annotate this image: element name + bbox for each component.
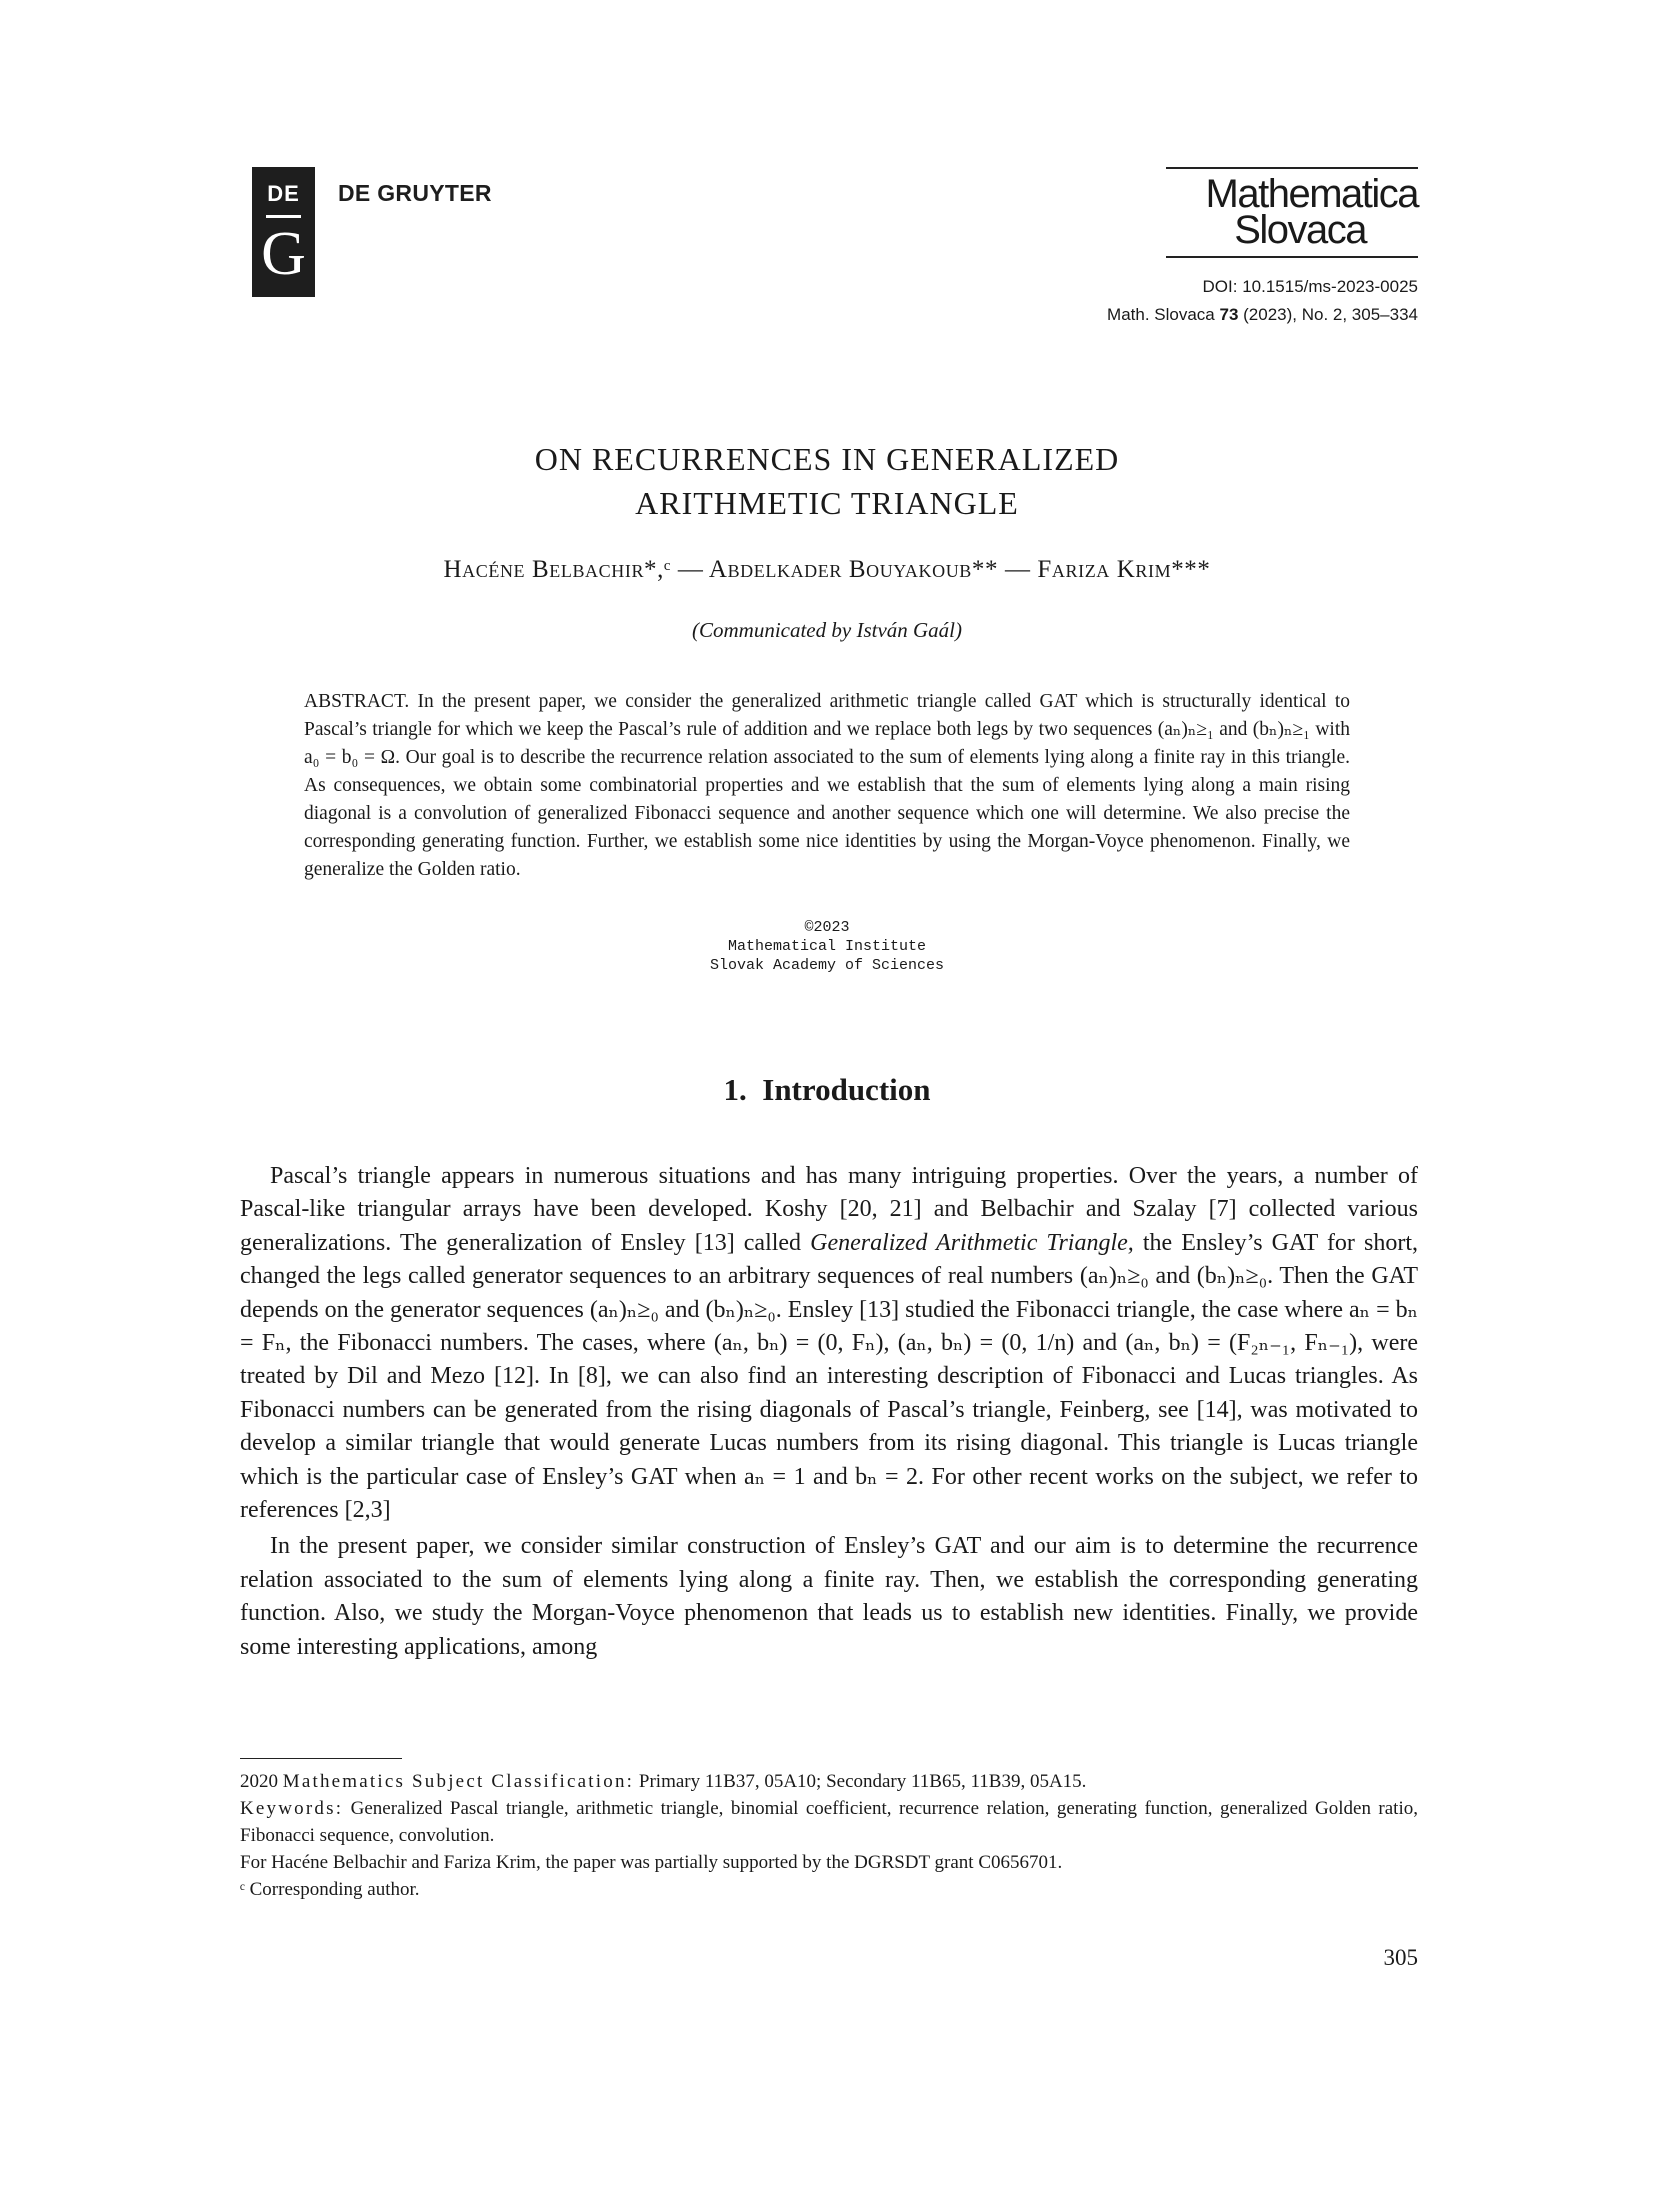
- page-number: 305: [1383, 1945, 1418, 1970]
- abstract: [304, 688, 1350, 884]
- footnote-msc: 2020 Mathematics Subject Classification: Primary 11B37, 05A10; Secondary 11B65, 11B39, 05A15.: [240, 1771, 1087, 1792]
- msc-label: Mathematics Subject Classification:: [282, 1771, 635, 1792]
- paper-title-line1: ON RECURRENCES IN GENERALIZED: [534, 441, 1120, 477]
- logo-letter-g: G: [261, 220, 306, 288]
- citation-volume: 73: [1219, 305, 1239, 324]
- publisher-name: DE GRUYTER: [338, 180, 492, 206]
- footnotes: [240, 1768, 1418, 1903]
- msc-text: Primary 11B37, 05A10; Secondary 11B65, 11B39, 05A15.: [634, 1771, 1087, 1792]
- copyright-block: [0, 918, 1654, 975]
- abstract-label: ABSTRACT.: [304, 691, 410, 712]
- publisher-logo: [252, 167, 315, 297]
- copyright: ©2023: [804, 919, 850, 936]
- citation: [1107, 305, 1418, 325]
- paragraph1-part2: the Ensley’s GAT for short, changed the legs called generator sequences to an arbitrary sequences of real numbers (aₙ)ₙ≥₀ and (bₙ)ₙ≥₀. Then the GAT depends on the generator sequences (aₙ)ₙ≥₀ and (bₙ)ₙ≥₀. Ensley [13] studied the Fibonacci triangle, the case where aₙ = bₙ = Fₙ, the Fibonacci numbers. The cases, where (aₙ, bₙ) = (0, Fₙ), (aₙ, bₙ) = (0, 1/n) and (aₙ, bₙ) = (F₂ₙ₋₁, Fₙ₋₁), were treated by Dil and Mezo [12]. In [8], we can also find an interesting description of Fibonacci and Lucas triangles. As Fibonacci numbers can be generated from the rising diagonals of Pascal’s triangle, Feinberg, see [14], was motivated to develop a similar triangle that would generate Lucas numbers from its rising diagonal. This triangle is Lucas triangle which is the particular case of Ensley’s GAT when aₙ = 1 and bₙ = 2. For other recent works on the subject, we refer to references [2,3]: [240, 1229, 1418, 1524]
- paragraph1-italic: Generalized Arithmetic Triangle,: [810, 1229, 1134, 1256]
- logo-letters-de: DE: [267, 181, 300, 206]
- journal-logo-rule-bottom: [1166, 256, 1418, 258]
- section-title: Introduction: [762, 1072, 931, 1107]
- keywords-text: Generalized Pascal triangle, arithmetic triangle, binomial coefficient, recurrence relation, generating function, generalized Golden ratio, Fibonacci sequence, convolution.: [240, 1798, 1418, 1846]
- paragraph1-part1: Pascal’s triangle appears in numerous situations and has many intriguing properties. Over the years, a number of Pascal-like triangular arrays have been developed. Koshy [20, 21] and Belbachir and Szalay [7] collected various generalizations. The generalization of Ensley [13] called: [240, 1163, 1418, 1256]
- paragraph: In the present paper, we consider similar construction of Ensley’s GAT and our aim is to determine the recurrence relation associated to the sum of elements lying along a finite ray. Then, we establish the corresponding generating function. Also, we study the Morgan-Voyce phenomenon that leads us to establish new identities. Finally, we provide some interesting applications, among: [240, 1533, 1418, 1660]
- communicated-by: (Communicated by István Gaál): [691, 618, 963, 642]
- section-heading: [0, 1072, 1654, 1108]
- citation-suffix: (2023), No. 2, 305–334: [1238, 305, 1418, 324]
- section-number: 1.: [723, 1072, 747, 1107]
- footnote-corresponding: ᶜ Corresponding author.: [240, 1879, 420, 1900]
- footnote-grant: For Hacéne Belbachir and Fariza Krim, the paper was partially supported by the DGRSDT grant C0656701.: [240, 1852, 1063, 1873]
- paragraph: [240, 1160, 1418, 1527]
- paper-title-line2: ARITHMETIC TRIANGLE: [635, 485, 1019, 521]
- footnote-keywords: [240, 1795, 1418, 1849]
- doi: DOI: 10.1515/ms-2023-0025: [1202, 277, 1418, 296]
- footnote-rule: [240, 1758, 402, 1759]
- paper-title: [0, 437, 1654, 525]
- logo-divider: [266, 215, 301, 218]
- institute-line2: Slovak Academy of Sciences: [709, 957, 945, 974]
- institute-line1: Mathematical Institute: [727, 938, 927, 955]
- abstract-text: In the present paper, we consider the generalized arithmetic triangle called GAT which is structurally identical to Pascal’s triangle for which we keep the Pascal’s rule of addition and we replace both legs by two sequences (aₙ)ₙ≥₁ and (bₙ)ₙ≥₁ with a₀ = b₀ = Ω. Our goal is to describe the recurrence relation associated to the sum of elements lying along a finite ray in this triangle. As consequences, we obtain some combinatorial properties and we establish that the sum of elements lying along a main rising diagonal is a convolution of generalized Fibonacci sequence and another sequence which one will determine. We also precise the corresponding generating function. Further, we establish some nice identities by using the Morgan-Voyce phenomenon. Finally, we generalize the Golden ratio.: [304, 691, 1350, 880]
- keywords-label: Keywords:: [240, 1798, 344, 1819]
- journal-name-line1: Mathematica: [1205, 172, 1418, 216]
- authors: Hacéne Belbachir*,ᶜ — Abdelkader Bouyakoub** — Fariza Krim***: [443, 556, 1211, 583]
- citation-prefix: Math. Slovaca: [1107, 305, 1220, 324]
- journal-logo-rule-top: [1166, 167, 1418, 169]
- journal-name-line2: Slovaca: [1234, 208, 1366, 252]
- body-text: [240, 1160, 1418, 1664]
